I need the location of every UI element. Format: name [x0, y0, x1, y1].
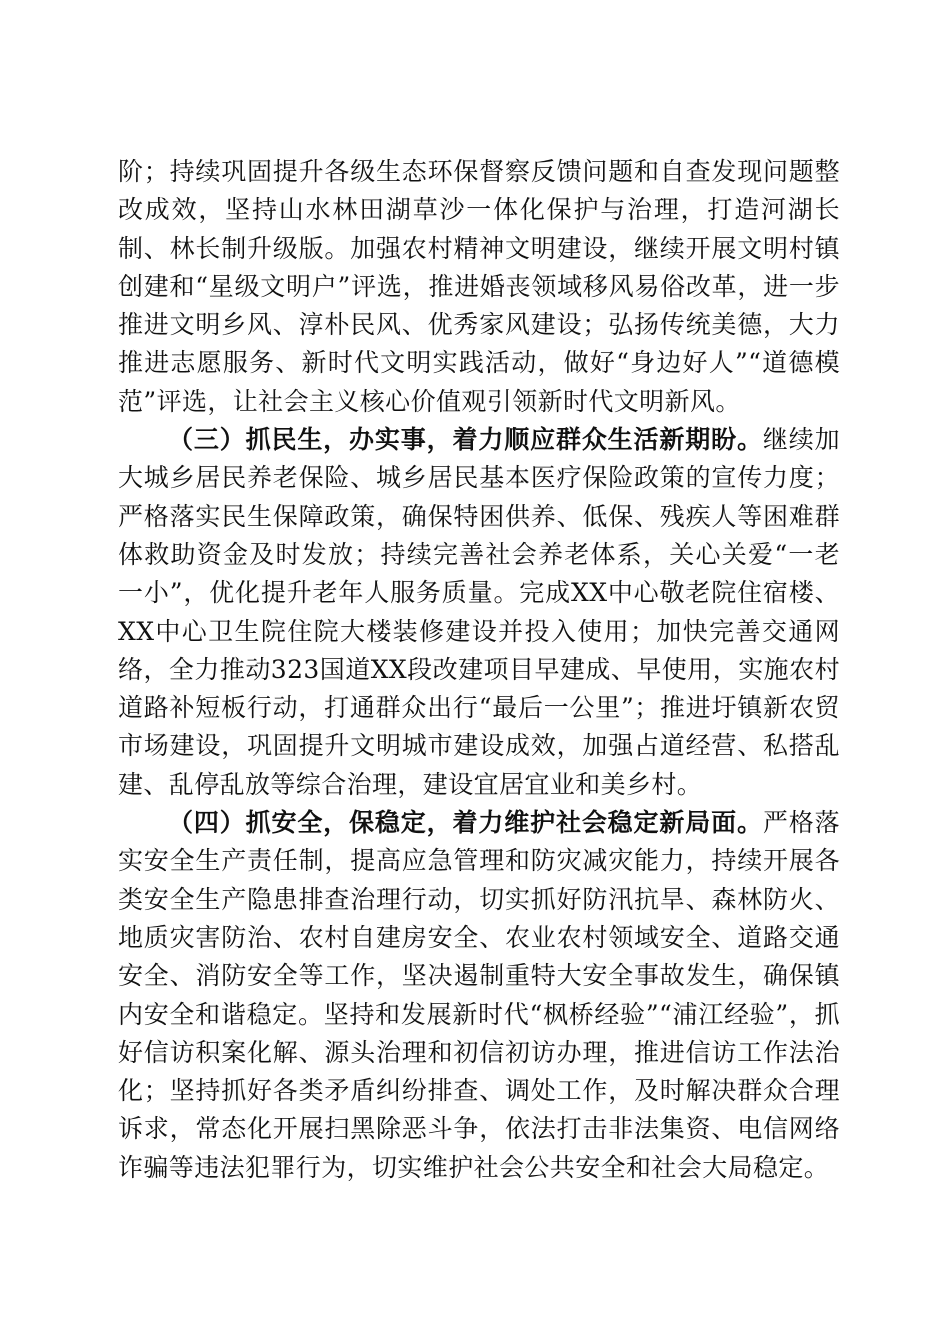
paragraph-section-4 — [118, 804, 840, 1187]
section-heading: （四）抓安全，保稳定，着力维护社会稳定新局面。 — [168, 808, 763, 838]
paragraph-body: 阶；持续巩固提升各级生态环保督察反馈问题和自查发现问题整改成效，坚持山水林田湖草沙一体化保护与治理，打造河湖长制、林长制升级版。加强农村精神文明建设，继续开展文明村镇创建和“星级文明户”评选，推进婚丧领域移风易俗改革，进一步推进文明乡风、淳朴民风、优秀家风建设；弘扬传统美德，大力推进志愿服务、新时代文明实践活动，做好“身边好人”“道德模范”评选，让社会主义核心价值观引领新时代文明新风。 — [118, 157, 840, 416]
document-body — [118, 153, 840, 1187]
section-heading: （三）抓民生，办实事，着力顺应群众生活新期盼。 — [168, 425, 763, 455]
paragraph-section-3 — [118, 421, 840, 804]
paragraph-body: 严格落实安全生产责任制，提高应急管理和防灾减灾能力，持续开展各类安全生产隐患排查治理行动，切实抓好防汛抗旱、森林防火、地质灾害防治、农村自建房安全、农业农村领域安全、道路交通安全、消防安全等工作，坚决遏制重特大安全事故发生，确保镇内安全和谐稳定。坚持和发展新时代“枫桥经验”“浦江经验”，抓好信访积案化解、源头治理和初信初访办理，推进信访工作法治化；坚持抓好各类矛盾纠纷排查、调处工作，及时解决群众合理诉求，常态化开展扫黑除恶斗争，依法打击非法集资、电信网络诈骗等违法犯罪行为，切实维护社会公共安全和社会大局稳定。 — [118, 808, 841, 1182]
paragraph-continued — [118, 153, 840, 421]
paragraph-body: 继续加大城乡居民养老保险、城乡居民基本医疗保险政策的宣传力度；严格落实民生保障政策，确保特困供养、低保、残疾人等困难群体救助资金及时发放；持续完善社会养老体系，关心关爱“一老一小”，优化提升老年人服务质量。完成XX中心敬老院住宿楼、XX中心卫生院住院大楼装修建设并投入使用；加快完善交通网络，全力推动323国道XX段改建项目早建成、早使用，实施农村道路补短板行动，打通群众出行“最后一公里”；推进圩镇新农贸市场建设，巩固提升文明城市建设成效，加强占道经营、私搭乱建、乱停乱放等综合治理，建设宜居宜业和美乡村。 — [118, 425, 841, 799]
